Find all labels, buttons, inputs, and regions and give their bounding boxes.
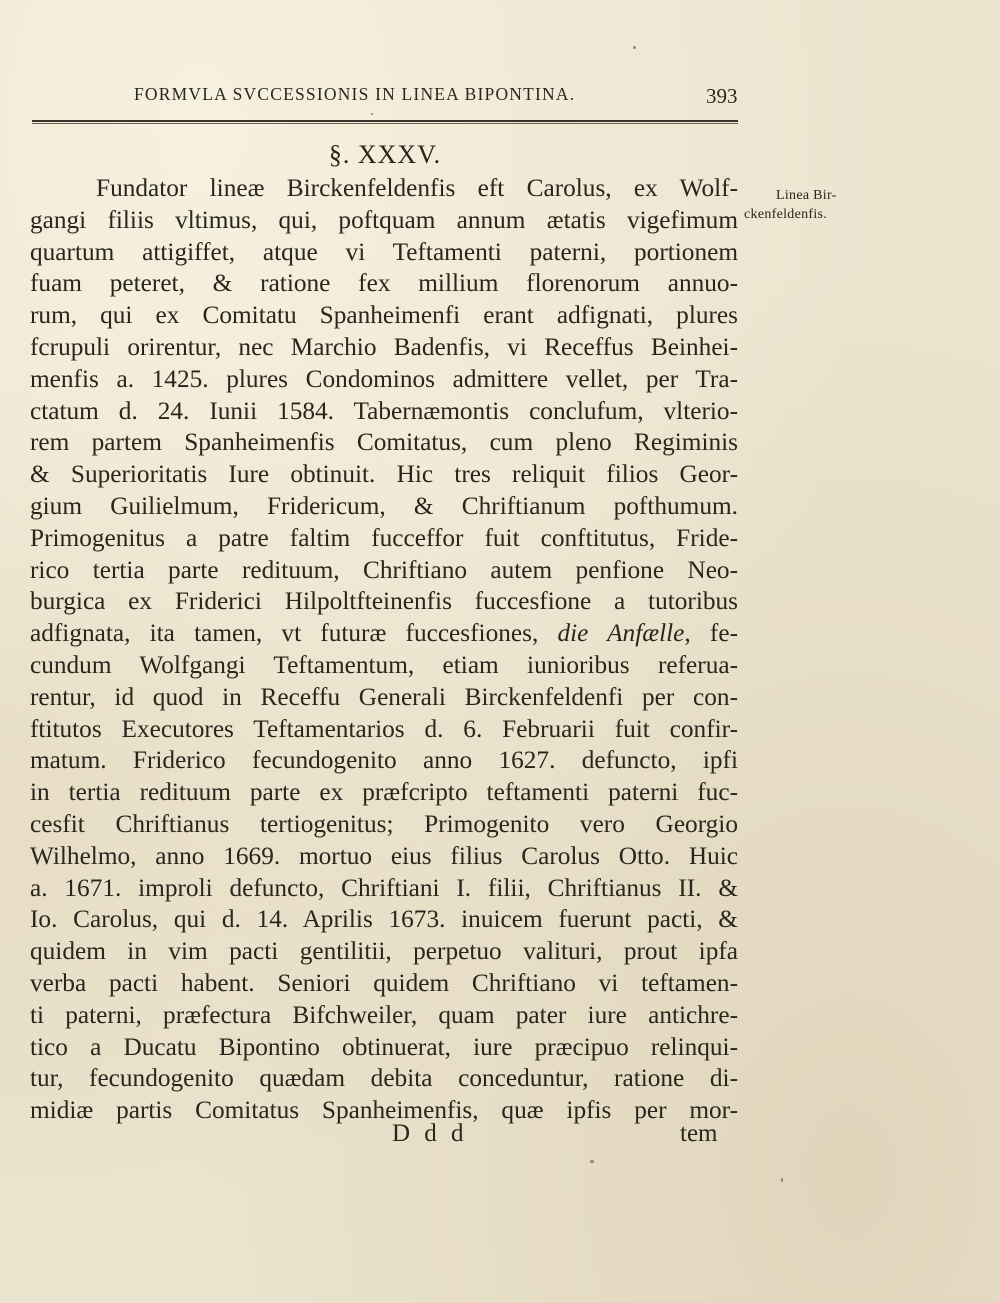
text-line: matum. Friderico fecundogenito anno 1627. defuncto, ipfi [30,746,738,775]
text-line: verba pacti habent. Seniori quidem Chriftiano vi teftamen- [30,968,738,997]
text-line: tur, fecundogenito quædam debita conceduntur, ratione di- [30,1064,738,1093]
text-line: gangi filiis vltimus, qui, poftquam annum ætatis vigefimum [30,205,738,234]
text-line: rum, qui ex Comitatu Spanheimenfi erant adfignati, plures [30,301,738,330]
text-line: in tertia redituum parte ex præfcripto teftamenti paterni fuc- [30,778,738,807]
text-line: Io. Carolus, qui d. 14. Aprilis 1673. inuicem fuerunt pacti, & [30,905,738,934]
marginal-note-line: Linea Bir- [776,188,837,203]
text-line: Primogenitus a patre faltim fucceffor fuit conftitutus, Fride- [30,523,738,552]
text-line: cundum Wolfgangi Teftamentum, etiam iunioribus referua- [30,650,738,679]
text-segment: , fe- [684,619,738,648]
text-line: cesfit Chriftianus tertiogenitus; Primogenito vero Georgio [30,809,738,838]
text-line: gium Guilielmum, Fridericum, & Chriftianum pofthumum. [30,491,738,520]
text-line: Wilhelmo, anno 1669. mortuo eius filius Carolus Otto. Huic [30,841,738,870]
paper-speck [590,1160,594,1163]
text-line: ftitutos Executores Teftamentarios d. 6. Februarii fuit confir- [30,714,738,743]
signature-mark: D d d [392,1120,468,1147]
text-line: fuam peteret, & ratione fex millium florenorum annuo- [30,269,738,298]
text-line-with-italic [30,618,738,650]
header-rule [32,120,738,124]
section-title: §. XXXV. [328,140,442,169]
text-line: rem partem Spanheimenfis Comitatus, cum pleno Regiminis [30,428,738,457]
text-line: a. 1671. improli defuncto, Chriftiani I. filii, Chriftianus II. & [30,873,738,902]
text-line: fcrupuli orirentur, nec Marchio Badenfis, vi Receffus Beinhei- [30,332,738,361]
italic-phrase: die Anfælle [557,619,685,648]
paper-speck [371,113,373,115]
text-line: Fundator lineæ Birckenfeldenfis eft Carolus, ex Wolf- [96,174,738,202]
page-number: 393 [706,84,738,108]
running-head: FORMVLA SVCCESSIONIS IN LINEA BIPONTINA. [134,84,576,104]
text-line: menfis a. 1425. plures Condominos admittere vellet, per Tra- [30,364,738,393]
text-line: midiæ partis Comitatus Spanheimenfis, quæ ipfis per mor- [30,1096,738,1125]
body-text [30,173,738,1127]
paper-speck [633,46,636,49]
marginal-note-line: ckenfeldenfis. [744,207,828,222]
text-line: ti paterni, præfectura Bifchweiler, quam pater iure antichre- [30,1000,738,1029]
catchword: tem [680,1120,718,1147]
text-line: quidem in vim pacti gentilitii, perpetuo valituri, prout ipfa [30,937,738,966]
text-line: rico tertia parte redituum, Chriftiano autem penfione Neo- [30,555,738,584]
text-line: ctatum d. 24. Iunii 1584. Tabernæmontis conclufum, vlterio- [30,396,738,425]
text-segment: adfignata, ita tamen, vt futuræ fuccesfiones, [30,619,558,648]
marginal-note [744,186,884,224]
text-line: rentur, id quod in Receffu Generali Birckenfeldenfi per con- [30,682,738,711]
paper-speck [781,1178,783,1182]
text-line: tico a Ducatu Bipontino obtinuerat, iure præcipuo relinqui- [30,1032,738,1061]
text-line: burgica ex Friderici Hilpoltfteinenfis fuccesfione a tutoribus [30,587,738,616]
text-line: quartum attigiffet, atque vi Teftamenti paterni, portionem [30,237,738,266]
text-line: & Superioritatis Iure obtinuit. Hic tres reliquit filios Geor- [30,460,738,489]
